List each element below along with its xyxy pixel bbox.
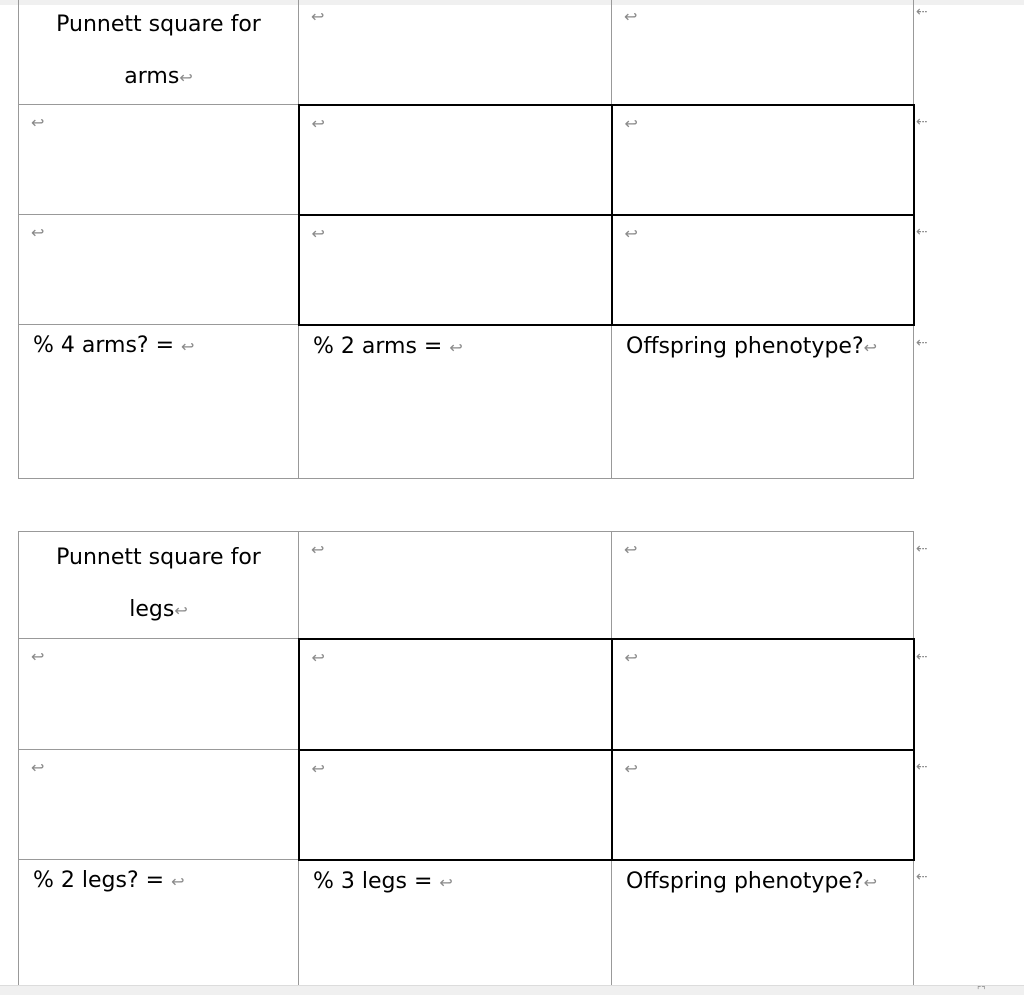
question-text: % 2 legs? = — [33, 868, 165, 893]
question-cell-2[interactable] — [299, 860, 612, 988]
question-text: Offspring phenotype? — [626, 868, 864, 894]
question-cell-3[interactable] — [612, 325, 914, 479]
paragraph-mark: ↩ — [624, 7, 638, 26]
resize-handle-icon[interactable]: ⌜⌝ — [977, 986, 986, 996]
header-cell-col1[interactable] — [299, 532, 612, 639]
paragraph-mark: ↩ — [624, 540, 638, 559]
paragraph-mark: ↩ — [624, 758, 638, 778]
row-end-mark: ⇠ — [916, 869, 928, 885]
punnett-title-cell[interactable] — [19, 532, 299, 639]
grid-cell-r2c2[interactable] — [612, 750, 914, 860]
paragraph-mark: ↩ — [449, 337, 463, 357]
row-end-mark: ⇠ — [916, 649, 928, 665]
paragraph-mark: ↩ — [31, 647, 45, 666]
header-cell-row1[interactable] — [19, 105, 299, 215]
question-cell-2[interactable] — [299, 325, 612, 479]
header-cell-row2[interactable] — [19, 215, 299, 325]
header-cell-row1[interactable] — [19, 639, 299, 750]
punnett-table-legs — [18, 531, 915, 988]
grid-cell-r1c2[interactable] — [612, 105, 914, 215]
paragraph-mark: ↩ — [863, 337, 878, 357]
status-bar-edge — [0, 985, 1024, 995]
paragraph-mark: ↩ — [311, 540, 325, 559]
question-text: % 4 arms? = — [33, 333, 175, 358]
punnett-title-line1: Punnett square for — [56, 12, 261, 37]
grid-cell-r1c2[interactable] — [612, 639, 914, 750]
paragraph-mark: ↩ — [31, 758, 45, 777]
paragraph-mark: ↩ — [179, 68, 193, 87]
header-cell-row2[interactable] — [19, 750, 299, 860]
question-cell-3[interactable] — [612, 860, 914, 988]
grid-cell-r2c1[interactable] — [299, 215, 612, 325]
paragraph-mark: ↩ — [624, 113, 638, 133]
punnett-title-line2: arms — [124, 64, 180, 89]
paragraph-mark: ↩ — [31, 223, 45, 242]
paragraph-mark: ↩ — [171, 872, 185, 891]
row-end-mark: ⇠ — [916, 759, 928, 775]
question-text: Offspring phenotype? — [626, 333, 864, 359]
paragraph-mark: ↩ — [624, 223, 638, 243]
header-cell-col2[interactable] — [612, 0, 914, 105]
paragraph-mark: ↩ — [174, 601, 188, 620]
punnett-table-arms — [18, 0, 915, 479]
paragraph-mark: ↩ — [439, 872, 453, 892]
paragraph-mark: ↩ — [624, 647, 638, 667]
paragraph-mark: ↩ — [311, 758, 325, 778]
question-text: % 3 legs = — [313, 868, 433, 894]
paragraph-mark: ↩ — [863, 872, 878, 892]
row-end-mark: ⇠ — [916, 224, 928, 240]
question-cell-1[interactable] — [19, 325, 299, 479]
row-end-mark: ⇠ — [916, 114, 928, 130]
punnett-title-cell[interactable] — [19, 0, 299, 105]
row-end-mark: ⇠ — [916, 541, 928, 557]
header-cell-col2[interactable] — [612, 532, 914, 639]
paragraph-mark: ↩ — [311, 7, 325, 26]
grid-cell-r2c2[interactable] — [612, 215, 914, 325]
grid-cell-r1c1[interactable] — [299, 639, 612, 750]
row-end-mark: ⇠ — [916, 335, 928, 351]
grid-cell-r1c1[interactable] — [299, 105, 612, 215]
paragraph-mark: ↩ — [311, 113, 325, 133]
paragraph-mark: ↩ — [311, 647, 325, 667]
punnett-title-line1: Punnett square for — [56, 545, 261, 570]
grid-cell-r2c1[interactable] — [299, 750, 612, 860]
row-end-mark: ⇠ — [916, 4, 928, 20]
paragraph-mark: ↩ — [181, 337, 195, 356]
paragraph-mark: ↩ — [311, 223, 325, 243]
punnett-title-line2: legs — [129, 597, 175, 622]
question-text: % 2 arms = — [313, 333, 443, 359]
header-cell-col1[interactable] — [299, 0, 612, 105]
question-cell-1[interactable] — [19, 860, 299, 988]
paragraph-mark: ↩ — [31, 113, 45, 132]
